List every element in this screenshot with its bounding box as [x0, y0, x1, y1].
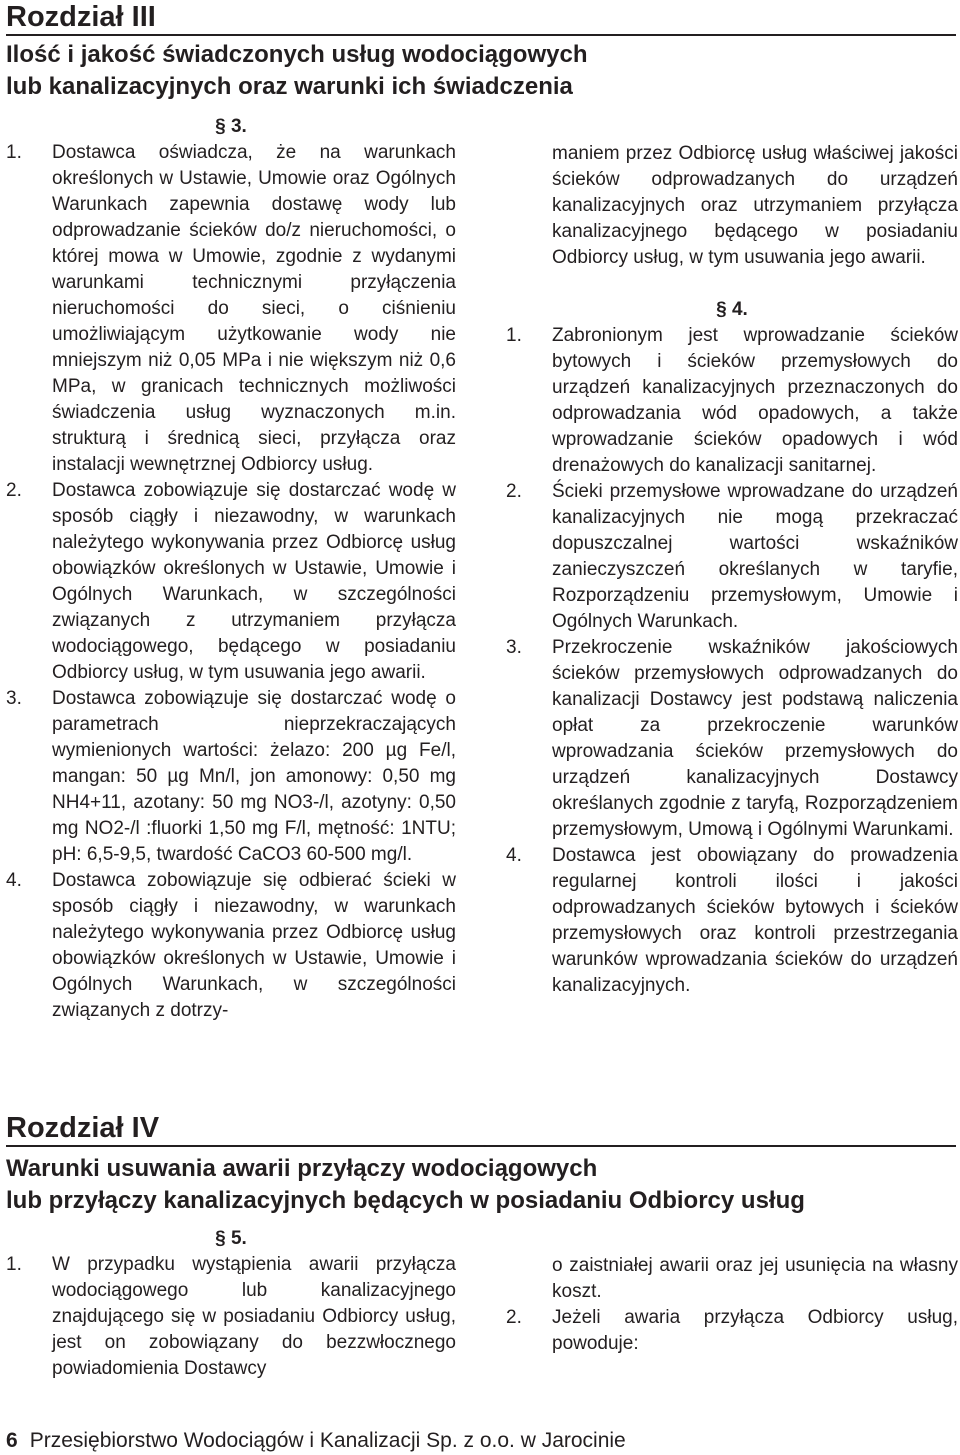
section-5-heading: § 5.: [215, 1228, 247, 1249]
item-text: Dostawca zobowiązuje się odbierać ścieki w sposób ciągły i niezawodny, w warunkach należytego wykonywania przez Odbiorcę usług obowiązków określonych w Ustawie, Umowie i Ogólnych Warunkach, w szczególności związanych z dotrzy-: [52, 870, 456, 1021]
item-text: Zabronionym jest wprowadzanie ścieków bytowych i ścieków przemysłowych do urządzeń kanalizacyjnych przeznaczonych do odprowadzania wód opadowych, a także wprowadzanie ścieków opadowych i wód drenażowych do kanalizacji sanitarnej.: [552, 325, 958, 476]
item-text: W przypadku wystąpienia awarii przyłącza wodociągowego lub kanalizacyjnego znajdującego się w posiadaniu Odbiorcy usług, jest on zobowiązany do bezzwłocznego powiadomienia Dostawcy: [52, 1254, 456, 1379]
chapter-3-rule: [6, 34, 956, 36]
chapter-3-title: Rozdział III: [6, 1, 156, 33]
item-number: 2.: [506, 1307, 522, 1328]
section-5-item-2: [506, 1305, 958, 1357]
item-number: 4.: [6, 870, 22, 891]
section-4-heading: § 4.: [716, 299, 748, 320]
chapter-4-title: Rozdział IV: [6, 1112, 160, 1144]
section-3-item-3: [6, 686, 456, 868]
chapter-4-subtitle-line-2: lub przyłączy kanalizacyjnych będących w posiadaniu Odbiorcy usług: [6, 1187, 805, 1214]
item-text: o zaistniałej awarii oraz jej usunięcia na własny koszt.: [552, 1255, 958, 1302]
chapter-4-left-column: [6, 1226, 456, 1382]
item-text: Przekroczenie wskaźników jakościowych ścieków przemysłowych odprowadzanych do kanalizacji Dostawcy jest podstawą naliczenia opłat za przekroczenie warunków wprowadzania ścieków przemysłowych do urządzeń kanalizacyjnych Dostawcy określanych zgodnie z taryfą, Rozporządzeniem przemysłowym, Umową i Ogólnymi Warunkami.: [552, 637, 958, 840]
page-footer: [6, 1428, 626, 1454]
footer-company-name: Przesiębiorstwo Wodociągów i Kanalizacji Sp. z o.o. w Jarocinie: [29, 1429, 626, 1452]
section-4-item-4: [506, 843, 958, 999]
section-4-item-2: [506, 479, 958, 635]
chapter-4-right-column: [506, 1253, 958, 1357]
item-number: 3.: [6, 688, 22, 709]
section-3-item-1: [6, 140, 456, 478]
chapter-3-subtitle-line-1: Ilość i jakość świadczonych usług wodociągowych: [6, 41, 588, 68]
item-number: 1.: [6, 142, 22, 163]
section-3-item-4: [6, 868, 456, 1024]
section-3-item-4-continued: [506, 141, 958, 271]
item-text: Dostawca jest obowiązany do prowadzenia regularnej kontroli ilości i jakości odprowadzanych ścieków bytowych i ścieków przemysłowych oraz kontroli przestrzegania warunków wprowadzania ścieków do urządzeń kanalizacyjnych.: [552, 845, 958, 996]
section-4-item-1: [506, 323, 958, 479]
item-number: 3.: [506, 637, 522, 658]
section-3-item-2: [6, 478, 456, 686]
chapter-4-subtitle-line-1: Warunki usuwania awarii przyłączy wodociągowych: [6, 1155, 598, 1182]
item-number: 1.: [506, 325, 522, 346]
item-text: Jeżeli awaria przyłącza Odbiorcy usług, powoduje:: [552, 1307, 958, 1354]
chapter-3-right-column: [506, 141, 958, 999]
item-text: Ścieki przemysłowe wprowadzane do urządzeń kanalizacyjnych nie mogą przekraczać dopuszczalnej wartości wskaźników zanieczyszczeń określanych w taryfie, Rozporządzeniu przemysłowym, Umowie i Ogólnych Warunkach.: [552, 481, 958, 632]
chapter-3-left-column: [6, 114, 456, 1024]
section-5-item-1-continued: [506, 1253, 958, 1305]
chapter-3-subtitle-line-2: lub kanalizacyjnych oraz warunki ich świadczenia: [6, 73, 573, 100]
item-number: 2.: [6, 480, 22, 501]
item-number: 1.: [6, 1254, 22, 1275]
section-5-item-1: [6, 1252, 456, 1382]
item-number: 4.: [506, 845, 522, 866]
section-3-heading: § 3.: [215, 116, 247, 137]
spacer: [506, 271, 958, 297]
item-text: maniem przez Odbiorcę usług właściwej jakości ścieków odprowadzanych do urządzeń kanalizacyjnych oraz utrzymaniem przyłącza kanalizacyjnego będącego w posiadaniu Odbiorcy usług, w tym usuwania jego awarii.: [552, 143, 958, 268]
page-number: 6: [6, 1429, 18, 1452]
item-number: 2.: [506, 481, 522, 502]
section-4-item-3: [506, 635, 958, 843]
item-text: Dostawca zobowiązuje się dostarczać wodę o parametrach nieprzekraczających wymienionych wartości: żelazo: 200 µg Fe/l, mangan: 50 µg Mn/l, jon amonowy: 0,50 mg NH4+11, azotany: 50 mg NO3-/l, azotyny: 0,50 mg NO2-/l :fluorki 1,50 mg F/l, mętność: 1NTU; pH: 6,5-9,5, twardość CaCO3 60-500 mg/l.: [52, 688, 456, 865]
chapter-4-rule: [6, 1145, 956, 1147]
item-text: Dostawca zobowiązuje się dostarczać wodę w sposób ciągły i niezawodny, w warunkach należytego wykonywania przez Odbiorcę usług obowiązków określonych w Ustawie, Umowie i Ogólnych Warunkach, w szczególności związanych z utrzymaniem przyłącza wodociągowego, będącego w posiadaniu Odbiorcy usług, w tym usuwania jego awarii.: [52, 480, 456, 683]
item-text: Dostawca oświadcza, że na warunkach określonych w Ustawie, Umowie oraz Ogólnych Warunkach zapewnia dostawę wody lub odprowadzanie ścieków do/z nieruchomości, o której mowa w Umowie, zgodnie z wydanymi warunkami technicznymi przyłączenia nieruchomości do sieci, o ciśnieniu umożliwiającym użytkowanie wody nie mniejszym niż 0,05 MPa i nie większym niż 0,6 MPa, w granicach technicznych możliwości świadczenia usług wyznaczonych m.in. strukturą i średnicą sieci, przyłącza oraz instalacji wewnętrznej Odbiorcy usług.: [52, 142, 456, 475]
